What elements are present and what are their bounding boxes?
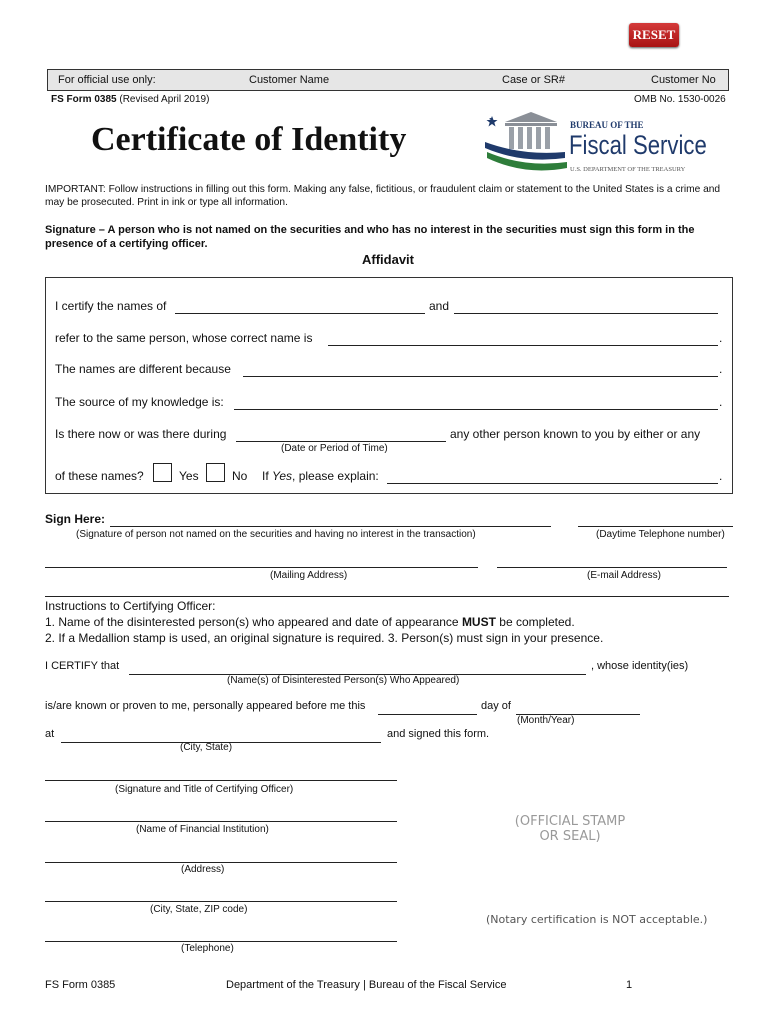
city-state-field[interactable] xyxy=(61,728,381,743)
financial-institution-caption: (Name of Financial Institution) xyxy=(136,824,269,835)
i-certify-label: I CERTIFY that xyxy=(45,660,120,672)
source-knowledge-label: The source of my knowledge is: xyxy=(55,395,224,409)
if-yes-text-2: , please explain: xyxy=(292,469,379,483)
correct-name-field[interactable] xyxy=(328,331,718,346)
mailing-address-caption: (Mailing Address) xyxy=(270,570,348,581)
logo-department-text: U.S. DEPARTMENT OF THE TREASURY xyxy=(570,166,686,173)
officer-city-zip-field[interactable] xyxy=(45,887,397,902)
officer-city-zip-caption: (City, State, ZIP code) xyxy=(150,904,248,915)
period-mark: . xyxy=(719,395,723,409)
month-year-caption: (Month/Year) xyxy=(517,715,575,726)
sign-here-label: Sign Here: xyxy=(45,512,106,526)
city-state-caption: (City, State) xyxy=(180,742,233,753)
name-two-field[interactable] xyxy=(454,299,718,314)
other-person-label: any other person known to you by either or any xyxy=(450,427,701,441)
period-mark: . xyxy=(719,362,723,376)
treasury-building-icon xyxy=(483,108,573,178)
if-yes-text: If xyxy=(262,469,273,483)
and-label: and xyxy=(429,299,450,313)
no-checkbox[interactable] xyxy=(206,463,225,482)
certify-names-label: I certify the names of xyxy=(55,299,167,313)
names-different-label: The names are different because xyxy=(55,362,231,376)
instructions-heading: Instructions to Certifying Officer: xyxy=(45,599,216,613)
mailing-address-field[interactable] xyxy=(45,553,478,568)
instruction-1-text: 1. Name of the disinterested person(s) who appeared and date of appearance xyxy=(45,615,462,629)
logo-fiscal-service-text: Fiscal Service xyxy=(569,130,707,160)
case-sr-label: Case or SR# xyxy=(502,74,565,86)
phone-caption: (Daytime Telephone number) xyxy=(596,529,725,540)
signature-field[interactable] xyxy=(110,512,551,527)
instruction-1-must: MUST xyxy=(461,615,496,629)
names-different-field[interactable] xyxy=(243,362,718,377)
email-field[interactable] xyxy=(497,553,727,568)
reset-button[interactable]: RESET xyxy=(629,23,679,47)
day-field[interactable] xyxy=(378,700,477,715)
affidavit-heading: Affidavit xyxy=(362,252,414,267)
officer-signature-caption: (Signature and Title of Certifying Officer) xyxy=(115,784,294,795)
important-line-1: IMPORTANT: Follow instructions in filling out this form. Making any false, fictitious, or fraudulent claim or statement to the United States is a crime and xyxy=(45,184,721,195)
names-caption: (Name(s) of Disinterested Person(s) Who Appeared) xyxy=(227,675,460,686)
signature-note-line-1: Signature – A person who is not named on the securities and who has no interest in the securities must sign this form in the xyxy=(45,224,695,236)
signature-caption: (Signature of person not named on the securities and having no interest in the transaction) xyxy=(76,529,476,540)
instruction-line-2: 2. If a Medallion stamp is used, an original signature is required. 3. Person(s) must sign in your presence. xyxy=(45,631,604,645)
disinterested-persons-field[interactable] xyxy=(129,660,586,675)
stamp-line-1: (OFFICIAL STAMP xyxy=(514,814,626,829)
notary-note: (Notary certification is NOT acceptable.) xyxy=(486,913,708,926)
page-title: Certificate of Identity xyxy=(91,121,407,158)
officer-telephone-caption: (Telephone) xyxy=(181,943,234,954)
official-use-bar xyxy=(47,69,729,91)
page-number: 1 xyxy=(626,979,633,991)
if-yes-emphasis: Yes xyxy=(272,469,293,483)
footer-department: Department of the Treasury | Bureau of the Fiscal Service xyxy=(226,979,507,991)
revised-date: (Revised April 2019) xyxy=(119,94,210,105)
official-use-label: For official use only: xyxy=(58,74,156,86)
logo-bureau-text: BUREAU OF THE xyxy=(570,120,644,130)
official-stamp-placeholder xyxy=(505,814,635,844)
whose-identity-label: , whose identity(ies) xyxy=(591,660,689,672)
no-label: No xyxy=(232,469,248,483)
footer-form-id: FS Form 0385 xyxy=(45,979,116,991)
source-knowledge-field[interactable] xyxy=(234,395,718,410)
name-one-field[interactable] xyxy=(175,299,425,314)
if-yes-label xyxy=(262,469,379,483)
explain-field[interactable] xyxy=(387,469,718,484)
form-id: FS Form 0385 xyxy=(51,94,117,105)
signature-note-line-2: presence of a certifying officer. xyxy=(45,238,208,250)
section-divider xyxy=(45,596,729,597)
instruction-1-end: be completed. xyxy=(495,615,575,629)
officer-address-caption: (Address) xyxy=(181,864,225,875)
known-label: is/are known or proven to me, personally appeared before me this xyxy=(45,700,366,712)
is-there-label: Is there now or was there during xyxy=(55,427,227,441)
form-id-line xyxy=(51,94,209,105)
of-these-names-label: of these names? xyxy=(55,469,144,483)
customer-no-label: Customer No xyxy=(651,74,716,86)
signed-label: and signed this form. xyxy=(387,728,490,740)
financial-institution-field[interactable] xyxy=(45,807,397,822)
same-person-label: refer to the same person, whose correct name is xyxy=(55,331,313,345)
officer-telephone-field[interactable] xyxy=(45,927,397,942)
stamp-line-2: OR SEAL) xyxy=(539,829,601,844)
date-period-caption: (Date or Period of Time) xyxy=(281,443,388,454)
day-of-label: day of xyxy=(481,700,511,712)
at-label: at xyxy=(45,728,55,740)
officer-signature-field[interactable] xyxy=(45,766,397,781)
month-year-field[interactable] xyxy=(516,700,640,715)
officer-address-field[interactable] xyxy=(45,848,397,863)
email-caption: (E-mail Address) xyxy=(587,570,661,581)
customer-name-label: Customer Name xyxy=(249,74,330,86)
period-mark: . xyxy=(719,331,723,345)
instruction-line-1 xyxy=(45,615,575,629)
fiscal-service-logo xyxy=(483,108,713,178)
date-period-field[interactable] xyxy=(236,427,446,442)
yes-label: Yes xyxy=(179,469,199,483)
period-mark: . xyxy=(719,469,723,483)
omb-number: OMB No. 1530-0026 xyxy=(634,94,726,105)
daytime-phone-field[interactable] xyxy=(578,512,733,527)
important-line-2: may be prosecuted. Print in ink or type all information. xyxy=(45,197,288,208)
yes-checkbox[interactable] xyxy=(153,463,172,482)
